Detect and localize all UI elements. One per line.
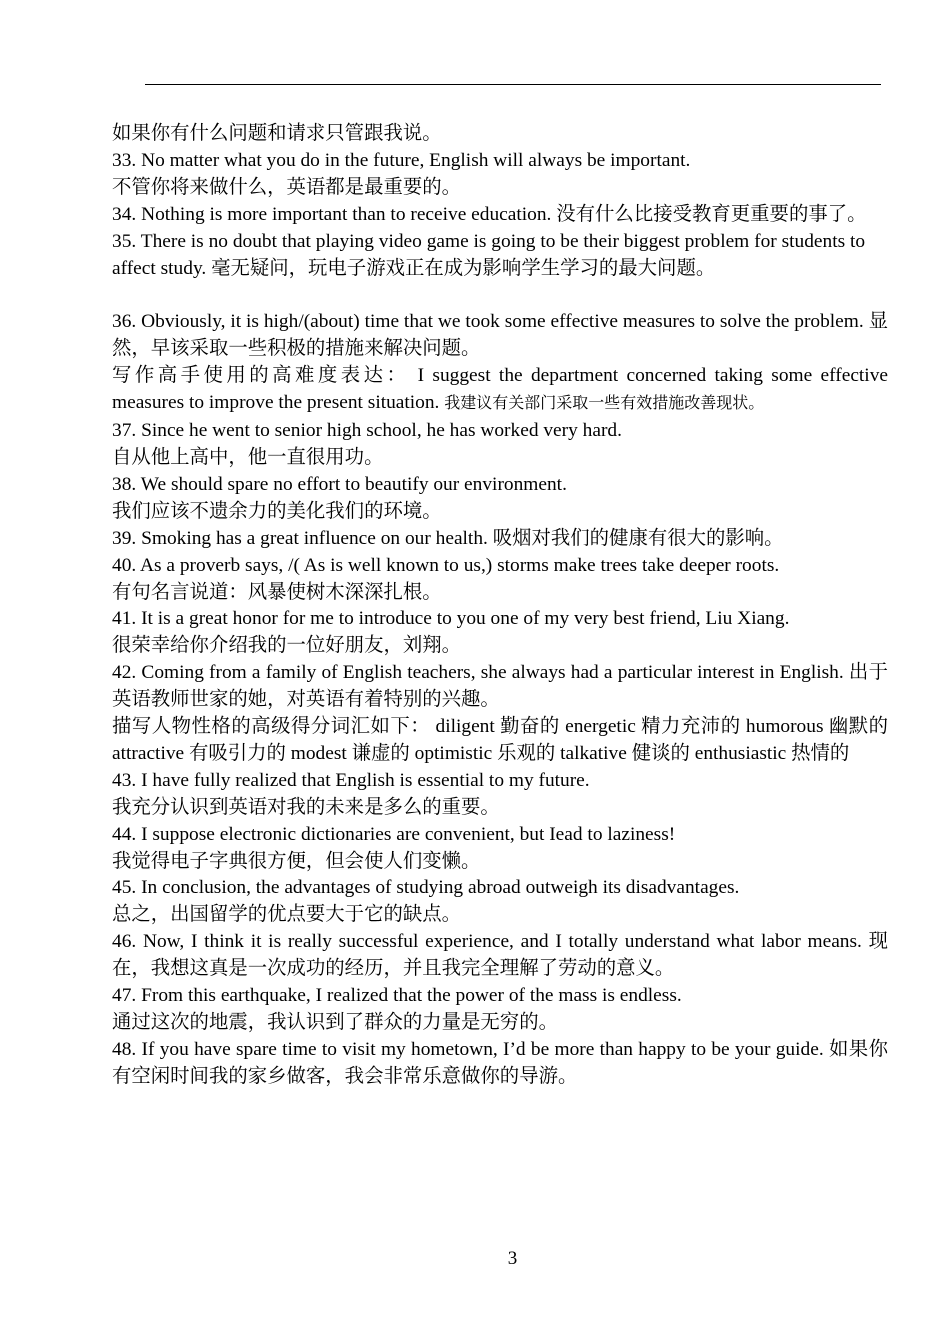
sentence-45-zh: 总之，出国留学的优点要大于它的缺点。 [112,904,462,926]
writing-tip [112,363,888,418]
line-0: 如果你有什么问题和请求只管跟我说。 [112,123,442,144]
sentence-41-zh: 很荣幸给你介绍我的一位好朋友，刘翔。 [112,635,462,657]
header-rule [145,84,881,85]
sentence-47-en: 47. From this earthquake, I realized that the power of the mass is endless. [112,985,682,1007]
vocabulary-list: 描写人物性格的高级得分词汇如下： diligent 勤奋的 energetic 精力充沛的 humorous 幽默的 attractive 有吸引力的 modest 谦虚的 optimistic 乐观的 talkative 健谈的 enthusiastic 热情的 [112,716,888,764]
sentence-45-en: 45. In conclusion, the advantages of studying abroad outweigh its disadvantages. [112,877,740,899]
sentence-36: 36. Obviously, it is high/(about) time that we took some effective measures to solve the problem. 显然，早该采取一些积极的措施来解决问题。 [112,311,888,360]
sentence-40-en: 40. As a proverb says, /( As is well known to us,) storms make trees take deeper roots. [112,554,780,576]
sentence-48: 48. If you have spare time to visit my hometown, I’d be more than happy to be your guide. 如果你有空闲时间我的家乡做客，我会非常乐意做你的导游。 [112,1038,888,1087]
sentence-34: 34. Nothing is more important than to receive education. 没有什么比接受教育更重要的事了。 [112,203,867,225]
sentence-38-zh: 我们应该不遗余力的美化我们的环境。 [112,500,442,522]
sentence-38-en: 38. We should spare no effort to beautify our environment. [112,473,567,495]
sentence-47-zh: 通过这次的地震，我认识到了群众的力量是无穷的。 [112,1012,558,1033]
sentence-41-en: 41. It is a great honor for me to introduce to you one of my very best friend, Liu Xiang. [112,608,790,630]
sentence-37-zh: 自从他上高中，他一直很用功。 [112,446,384,468]
sentence-39: 39. Smoking has a great influence on our health. 吸烟对我们的健康有很大的影响。 [112,527,784,549]
document-body [112,121,888,1091]
writing-tip-text: 写作高手使用的高难度表达： I suggest the department concerned taking some effective measures to improve the present situation. [112,365,888,414]
sentence-42: 42. Coming from a family of English teachers, she always had a particular interest in English. 出于英语教师世家的她，对英语有着特别的兴趣。 [112,662,888,711]
blank-line [112,282,888,309]
sentence-33-en: 33. No matter what you do in the future, English will always be important. [112,149,691,171]
sentence-43-zh: 我充分认识到英语对我的未来是多么的重要。 [112,796,500,818]
sentence-43-en: 43. I have fully realized that English is essential to my future. [112,769,590,791]
sentence-33-zh: 不管你将来做什么，英语都是最重要的。 [112,176,462,198]
sentence-44-en: 44. I suppose electronic dictionaries are convenient, but Iead to laziness! [112,823,676,845]
sentence-44-zh: 我觉得电子字典很方便，但会使人们变懒。 [112,850,481,872]
sentence-40-zh: 有句名言说道：风暴使树木深深扎根。 [112,581,442,603]
sentence-35: 35. There is no doubt that playing video game is going to be their biggest problem for students to affect study. 毫无疑问，玩电子游戏正在成为影响学生学习的最大问题。 [112,230,866,279]
page-number: 3 [507,1248,518,1269]
writing-tip-translation: 我建议有关部门采取一些有效措施改善现状。 [444,395,765,413]
sentence-37-en: 37. Since he went to senior high school, he has worked very hard. [112,420,622,442]
sentence-46: 46. Now, I think it is really successful experience, and I totally understand what labor means. 现在，我想这真是一次成功的经历，并且我完全理解了劳动的意义。 [112,931,888,980]
